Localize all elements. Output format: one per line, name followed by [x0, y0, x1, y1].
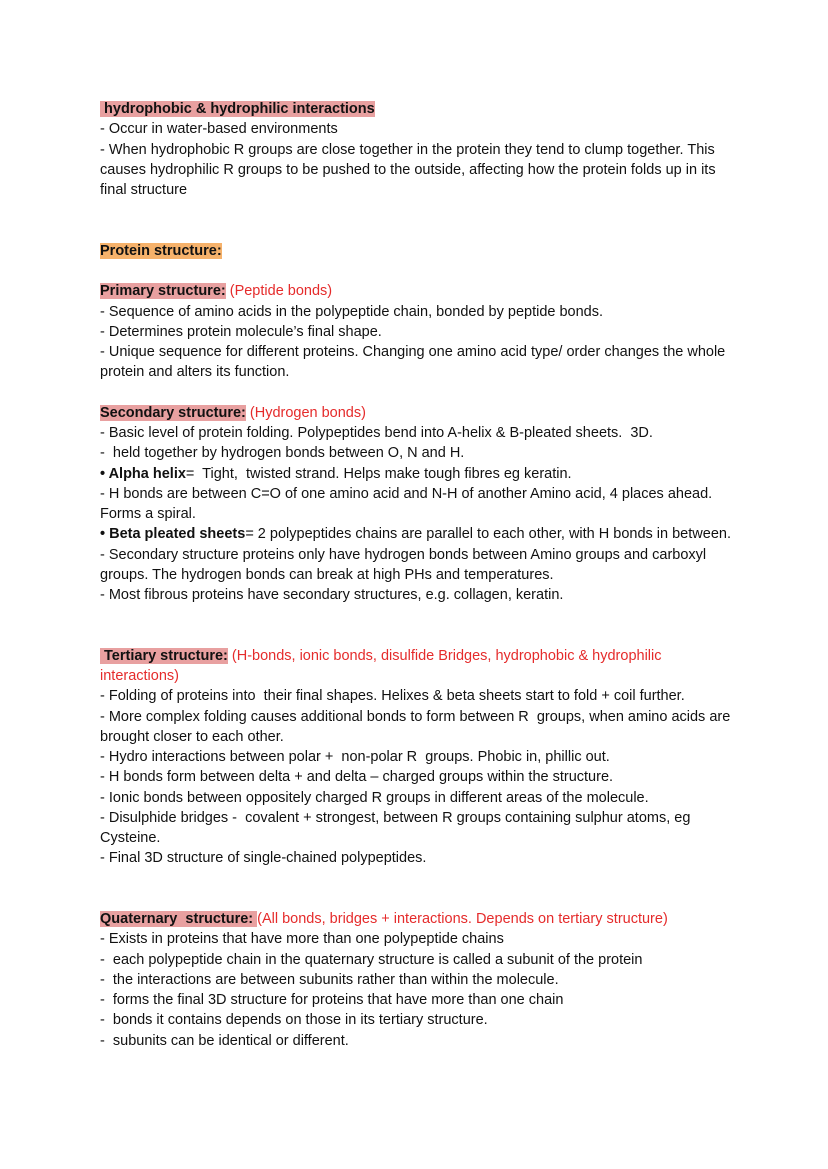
line-text: - H bonds are between C=O of one amino acid and N-H of another Amino acid, 4 places ahead. Forms a spiral.	[100, 485, 717, 522]
line-text: - Ionic bonds between oppositely charged R groups in different areas of the molecule.	[100, 789, 649, 806]
line-text: - held together by hydrogen bonds between O, N and H.	[100, 445, 465, 462]
line-text: - Unique sequence for different proteins. Changing one amino acid type/ order changes the whole protein and alters its function.	[100, 344, 730, 381]
bullet-line	[100, 423, 732, 443]
line-text: - Basic level of protein folding. Polypeptides bend into A-helix & B-pleated sheets. 3D.	[100, 425, 653, 441]
line-text: - Secondary structure proteins only have hydrogen bonds between Amino groups and carboxyl groups. The hydrogen bonds can break at high PHs and temperatures.	[100, 546, 711, 583]
line-text: - subunits can be identical or different.	[100, 1032, 349, 1049]
section-note: (Peptide bonds)	[225, 283, 333, 300]
line-text: - Final 3D structure of single-chained polypeptides.	[100, 850, 427, 867]
line-text: - Most fibrous proteins have secondary structures, e.g. collagen, keratin.	[100, 587, 564, 603]
section	[100, 281, 732, 382]
bullet-line	[100, 950, 732, 970]
line-text: - the interactions are between subunits rather than within the molecule.	[100, 971, 559, 988]
line-text: - More complex folding causes additional bonds to form between R groups, when amino acids are brought closer to each other.	[100, 708, 735, 745]
bullet-line	[100, 585, 732, 605]
line-text: - bonds it contains depends on those in its tertiary structure.	[100, 1012, 488, 1029]
bullet-line	[100, 788, 732, 808]
bullet-line	[100, 1031, 732, 1051]
bullet-line	[100, 990, 732, 1010]
sections	[100, 281, 735, 1051]
intro-heading-line	[100, 99, 732, 119]
line-text: - Hydro interactions between polar + non-polar R groups. Phobic in, phillic out.	[100, 749, 610, 765]
line-text: - Folding of proteins into their final shapes. Helixes & beta sheets start to fold + coil further.	[100, 688, 685, 705]
section-heading-line	[100, 646, 732, 687]
section-note: (Hydrogen bonds)	[245, 404, 366, 421]
section-heading: Secondary structure:	[100, 404, 246, 421]
bullet-line	[100, 545, 732, 586]
bullet-line	[100, 848, 732, 868]
bullet-line	[100, 929, 732, 949]
section-heading-line	[100, 281, 732, 301]
section-heading: Primary structure:	[100, 283, 226, 300]
line-text: - Sequence of amino acids in the polypeptide chain, bonded by peptide bonds.	[100, 303, 604, 320]
intro-heading: hydrophobic & hydrophilic interactions	[100, 101, 375, 117]
section-heading-line	[100, 403, 732, 423]
bullet-line	[100, 808, 732, 849]
main-heading: Protein structure:	[100, 242, 222, 259]
document-content	[100, 99, 735, 1051]
section-heading: Quaternary structure:	[100, 911, 258, 927]
bold-term: • Alpha helix	[100, 465, 186, 482]
bullet-line	[100, 686, 732, 706]
line-text: - Determines protein molecule’s final shape.	[100, 323, 382, 340]
intro-line: - Occur in water-based environments	[100, 121, 338, 138]
line-text: = Tight, twisted strand. Helps make tough fibres eg keratin.	[185, 465, 572, 482]
bullet-line	[100, 747, 732, 767]
section-note: (H-bonds, ionic bonds, disulfide Bridges, hydrophobic & hydrophilic interactions)	[100, 647, 666, 684]
bullet-line	[100, 484, 732, 525]
section	[100, 403, 732, 606]
line-text: - forms the final 3D structure for proteins that have more than one chain	[100, 992, 564, 1008]
bullet-line	[100, 707, 735, 748]
line-text: - each polypeptide chain in the quaternary structure is called a subunit of the protein	[100, 951, 643, 968]
bullet-line	[100, 322, 732, 342]
bullet-line	[100, 1010, 732, 1030]
line-text: = 2 polypeptides chains are parallel to each other, with H bonds in between.	[245, 526, 731, 543]
bullet-line	[100, 342, 732, 383]
section	[100, 909, 732, 1051]
line-text: - Exists in proteins that have more than one polypeptide chains	[100, 931, 504, 948]
bullet-line	[100, 970, 732, 990]
bullet-line	[100, 443, 732, 463]
section-heading: Tertiary structure:	[100, 647, 228, 664]
section-note: (All bonds, bridges + interactions. Depends on tertiary structure)	[257, 911, 668, 927]
line-text: - H bonds form between delta + and delta – charged groups within the structure.	[100, 769, 614, 786]
bullet-line	[100, 524, 732, 544]
bullet-line	[100, 302, 732, 322]
bullet-line	[100, 464, 732, 484]
line-text: - Disulphide bridges - covalent + strongest, between R groups containing sulphur atoms, eg Cysteine.	[100, 809, 695, 846]
intro-line: - When hydrophobic R groups are close together in the protein they tend to clump together. This causes hydrophilic R groups to be pushed to the outside, affecting how the protein folds up in its final structure	[100, 141, 716, 198]
section	[100, 646, 735, 869]
main-heading-line	[100, 241, 732, 261]
bold-term: • Beta pleated sheets	[100, 526, 246, 543]
section-heading-line	[100, 909, 732, 929]
bullet-line	[100, 767, 732, 787]
